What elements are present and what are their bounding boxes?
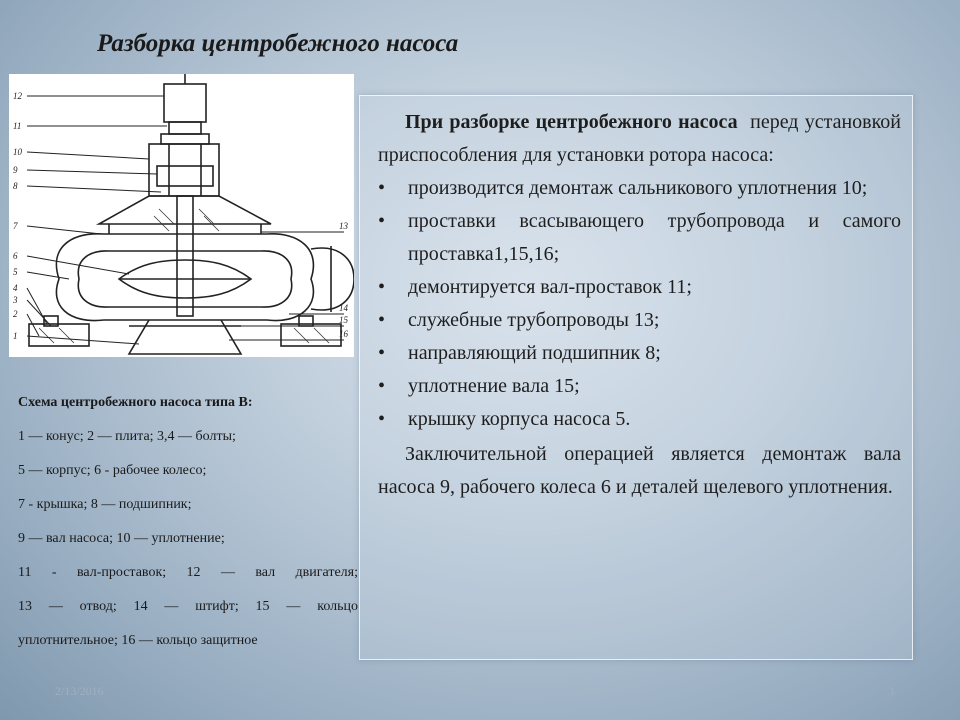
list-item-text: служебные трубопроводы 13; [408,309,660,331]
diagram-label: 3 [13,295,18,305]
list-item [378,304,901,337]
caption-line: 1 — конус; 2 — плита; 3,4 — болты; [18,429,236,444]
bullet-icon: • [378,342,386,364]
diagram-label: 9 [13,165,18,175]
diagram-label: 1 [13,331,18,341]
conclusion-paragraph: Заключительной операцией является демонтаж вала насоса 9, рабочего колеса 6 и деталей щелевого уплотнения. [378,443,901,498]
bullet-icon: • [378,408,386,430]
caption-line: уплотнительное; 16 — кольцо защитное [18,633,258,648]
bullet-icon: • [378,210,386,232]
diagram-label: 10 [13,147,22,157]
diagram-label: 13 [339,221,348,231]
slide-number: 3 [888,684,894,698]
intro-rest: перед установкой приспособления для установки ротора насоса: [378,111,901,166]
list-item-text: демонтируется вал-проставок 11; [408,276,692,298]
list-item-text: направляющий подшипник 8; [408,342,661,364]
caption-line: 13 — отвод; 14 — штифт; 15 — кольцо [18,599,358,614]
list-item-text: проставки всасывающего трубопровода и самого проставка1,15,16; [408,210,901,265]
caption-line: 11 - вал-проставок; 12 — вал двигателя; [18,565,358,580]
caption-line: 7 - крышка; 8 — подшипник; [18,497,192,512]
diagram-label: 6 [13,251,18,261]
diagram-caption [18,386,358,658]
footer-date: 2/13/2016 [55,684,104,698]
main-text [378,106,901,504]
bullet-icon: • [378,309,386,331]
list-item [378,205,901,271]
intro-bold: При разборке центробежного насоса [405,111,738,133]
steps-list [378,172,901,436]
bullet-icon: • [378,375,386,397]
diagram-label: 7 [13,221,18,231]
diagram-label: 2 [13,309,18,319]
list-item [378,370,901,403]
list-item [378,337,901,370]
diagram-label: 14 [339,303,348,313]
list-item-text: уплотнение вала 15; [408,375,580,397]
diagram-label: 12 [13,91,22,101]
slide-title: Разборка центробежного насоса [97,30,459,57]
list-item-text: крышку корпуса насоса 5. [408,408,631,430]
diagram-label: 16 [339,329,348,339]
intro-paragraph [378,106,901,172]
caption-line: 5 — корпус; 6 - рабочее колесо; [18,463,207,478]
diagram-label: 4 [13,283,18,293]
list-item [378,172,901,205]
bullet-icon: • [378,177,386,199]
caption-line: 9 — вал насоса; 10 — уплотнение; [18,531,225,546]
list-item-text: производится демонтаж сальникового уплотнения 10; [408,177,868,199]
list-item [378,271,901,304]
list-item [378,403,901,436]
diagram-label: 5 [13,267,18,277]
bullet-icon: • [378,276,386,298]
caption-title: Схема центробежного насоса типа В: [18,395,253,410]
diagram-label: 8 [13,181,18,191]
diagram-label: 11 [13,121,22,131]
pump-diagram [9,74,354,357]
diagram-label: 15 [339,315,348,325]
